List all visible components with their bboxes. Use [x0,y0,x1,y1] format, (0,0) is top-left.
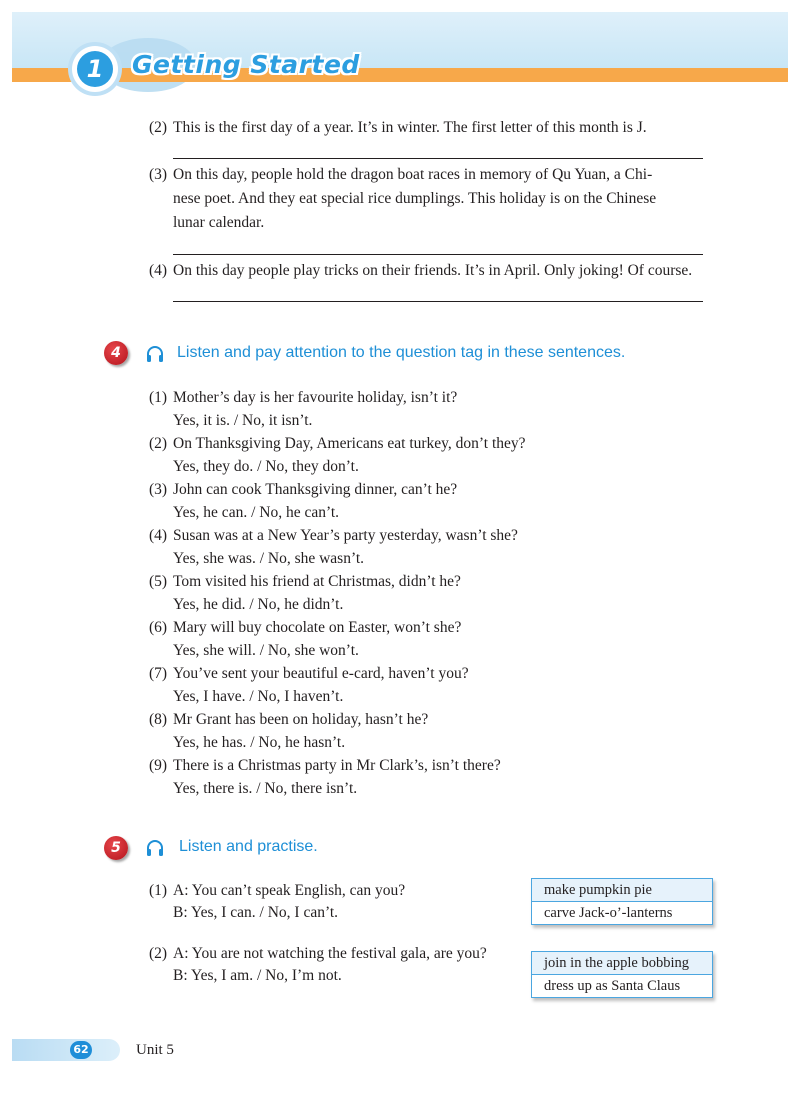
item-number: (8) [149,711,168,728]
question-text: Mother’s day is her favourite holiday, isn’t it? [173,389,458,406]
item-number: (3) [149,166,168,183]
item-number: (4) [149,527,168,544]
answer-blank[interactable] [173,158,703,159]
headphones-icon[interactable] [145,838,165,858]
item-number: (5) [149,573,168,590]
dialogue-line-b: B: Yes, I am. / No, I’m not. [173,967,342,984]
dialogue-line-b: B: Yes, I can. / No, I can’t. [173,904,339,921]
question-text: On Thanksgiving Day, Americans eat turkey, don’t they? [173,435,526,452]
substitution-box [531,878,713,925]
item-number: (4) [149,262,168,279]
section-title: Getting Started [132,50,360,79]
item-number: (9) [149,757,168,774]
substitution-box [531,951,713,998]
answer-text: Yes, he has. / No, he hasn’t. [173,734,346,751]
answer-text: Yes, she was. / No, she wasn’t. [173,550,365,567]
exercise-title: Listen and pay attention to the question tag in these sentences. [177,344,626,361]
exercise-title: Listen and practise. [179,838,318,855]
item-number: (6) [149,619,168,636]
item-number: (7) [149,665,168,682]
answer-blank[interactable] [173,254,703,255]
item-text: This is the first day of a year. It’s in winter. The first letter of this month is J. [173,119,647,136]
question-text: John can cook Thanksgiving dinner, can’t he? [173,481,458,498]
answer-text: Yes, he did. / No, he didn’t. [173,596,344,613]
question-text: There is a Christmas party in Mr Clark’s, isn’t there? [173,757,501,774]
page-number: 62 [70,1041,92,1059]
answer-text: Yes, I have. / No, I haven’t. [173,688,344,705]
item-text: On this day people play tricks on their friends. It’s in April. Only joking! Of course. [173,262,693,279]
substitution-phrase: make pumpkin pie [532,879,712,901]
item-number: (2) [149,435,168,452]
item-text: On this day, people hold the dragon boat races in memory of Qu Yuan, a Chi- [173,166,653,183]
question-text: Mary will buy chocolate on Easter, won’t she? [173,619,462,636]
question-text: Susan was at a New Year’s party yesterday, wasn’t she? [173,527,518,544]
dialogue-line-a: A: You are not watching the festival gala, are you? [173,945,487,962]
dialogue-line-a: A: You can’t speak English, can you? [173,882,406,899]
item-number: (1) [149,882,168,899]
answer-text: Yes, there is. / No, there isn’t. [173,780,358,797]
question-text: Tom visited his friend at Christmas, didn’t he? [173,573,461,590]
unit-label: Unit 5 [136,1042,174,1058]
item-number: (2) [149,945,168,962]
item-text: nese poet. And they eat special rice dumplings. This holiday is on the Chinese [173,190,657,207]
footer-bar [12,1039,120,1061]
item-text: lunar calendar. [173,214,265,231]
answer-text: Yes, she will. / No, she won’t. [173,642,359,659]
answer-blank[interactable] [173,301,703,302]
answer-text: Yes, he can. / No, he can’t. [173,504,340,521]
item-number: (2) [149,119,168,136]
substitution-phrase: dress up as Santa Claus [532,974,712,997]
section-number: 1 [77,51,113,87]
exercise-number-badge: 5 [104,836,128,860]
item-number: (3) [149,481,168,498]
substitution-phrase: carve Jack-o’-lanterns [532,901,712,924]
section-number-badge [72,46,118,92]
headphones-icon[interactable] [145,344,165,364]
item-number: (1) [149,389,168,406]
header-orange-bar [12,68,788,82]
answer-text: Yes, they do. / No, they don’t. [173,458,359,475]
question-text: You’ve sent your beautiful e-card, haven’t you? [173,665,469,682]
substitution-phrase: join in the apple bobbing [532,952,712,974]
answer-text: Yes, it is. / No, it isn’t. [173,412,313,429]
question-text: Mr Grant has been on holiday, hasn’t he? [173,711,429,728]
exercise-number-badge: 4 [104,341,128,365]
